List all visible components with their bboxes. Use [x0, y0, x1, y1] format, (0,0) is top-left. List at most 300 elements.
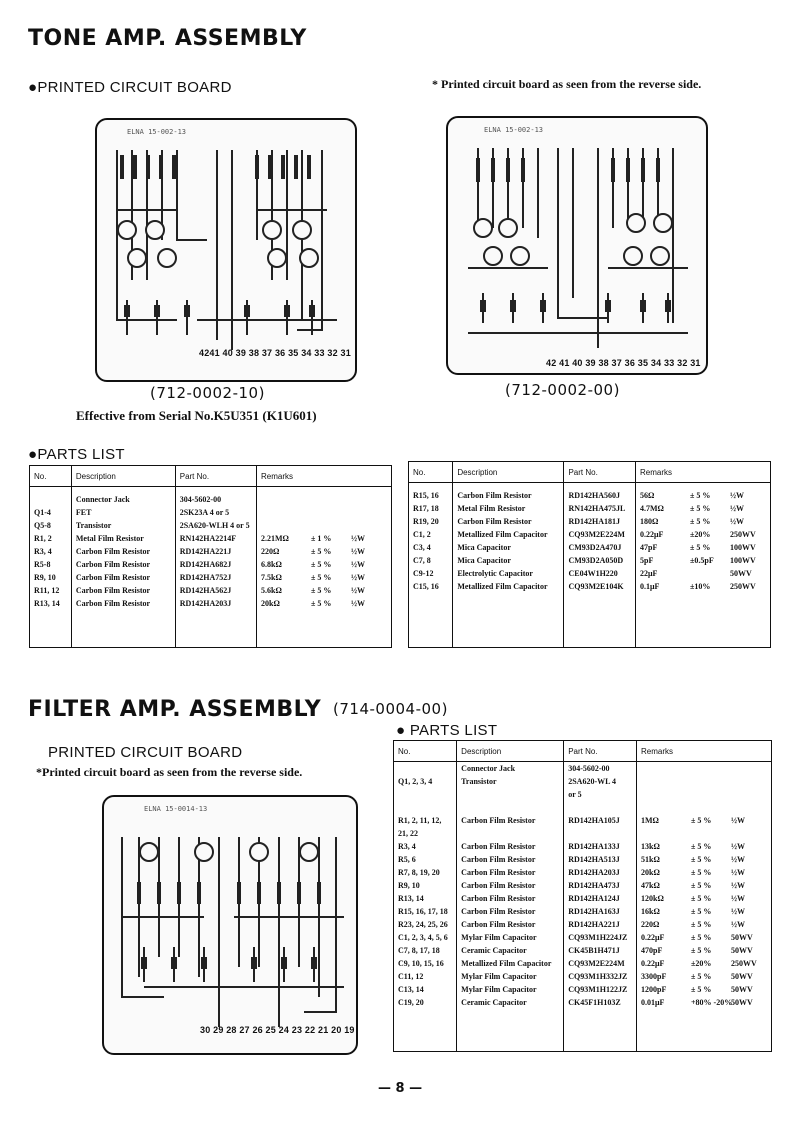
- cell-remarks: [636, 567, 771, 580]
- cell-remarks: [637, 788, 772, 801]
- remark-tolerance: ± 5 %: [691, 868, 712, 877]
- cell-remarks: [637, 970, 772, 983]
- remark-tolerance: ± 5 %: [691, 972, 712, 981]
- cell-remarks: [637, 931, 772, 944]
- remark-value: 0.22μF: [641, 933, 665, 942]
- tone-pcb-heading: ●PRINTED CIRCUIT BOARD: [28, 79, 232, 96]
- table-row: [30, 493, 392, 506]
- cell-no: R11, 12: [30, 584, 72, 597]
- remark-value: 0.01μF: [641, 998, 665, 1007]
- table-row: [394, 840, 772, 853]
- cell-no: R23, 24, 25, 26: [394, 918, 457, 931]
- remark-rating: 50WV: [730, 569, 752, 578]
- cell-part-no: CQ93M1H332JZ: [564, 970, 637, 983]
- remark-value: 47kΩ: [641, 881, 660, 890]
- cell-no: R3, 4: [394, 840, 457, 853]
- remark-tolerance: ± 5 %: [691, 907, 712, 916]
- cell-description: Carbon Film Resistor: [71, 558, 175, 571]
- cell-description: Metallized Film Capacitor: [453, 528, 564, 541]
- remark-value: 220Ω: [641, 920, 660, 929]
- remark-tolerance: ± 5 %: [691, 985, 712, 994]
- filter-pcb-heading: PRINTED CIRCUIT BOARD: [48, 744, 243, 761]
- remark-value: 20kΩ: [641, 868, 660, 877]
- table-row: [409, 567, 771, 580]
- tone-pcb-left: [95, 118, 357, 382]
- cell-no: C7, 8, 17, 18: [394, 944, 457, 957]
- filter-parts-heading: ● PARTS LIST: [396, 722, 498, 739]
- remark-tolerance: ± 5 %: [311, 560, 332, 569]
- remark-tolerance: ±0.5pF: [690, 556, 714, 565]
- table-row: [394, 814, 772, 827]
- remark-rating: ½W: [731, 907, 745, 916]
- remark-rating: ½W: [351, 547, 365, 556]
- remark-tolerance: ± 5 %: [690, 543, 711, 552]
- remark-rating: ½W: [731, 881, 745, 890]
- cell-no: C13, 14: [394, 983, 457, 996]
- table-row: [409, 554, 771, 567]
- remark-rating: ½W: [351, 586, 365, 595]
- table-row: [394, 775, 772, 788]
- cell-part-no: RD142HA203J: [564, 866, 637, 879]
- cell-description: Carbon Film Resistor: [457, 918, 564, 931]
- remark-rating: ½W: [731, 842, 745, 851]
- cell-description: Carbon Film Resistor: [453, 515, 564, 528]
- cell-part-no: RN142HA475JL: [564, 502, 636, 515]
- cell-part-no: [564, 827, 637, 840]
- remark-rating: ½W: [731, 894, 745, 903]
- cell-no: R19, 20: [409, 515, 453, 528]
- cell-no: Q5-8: [30, 519, 72, 532]
- cell-description: [457, 788, 564, 801]
- cell-description: Carbon Film Resistor: [457, 853, 564, 866]
- cell-part-no: RD142HA133J: [564, 840, 637, 853]
- cell-description: Metallized Film Capacitor: [453, 580, 564, 593]
- remark-value: 51kΩ: [641, 855, 660, 864]
- cell-description: FET: [71, 506, 175, 519]
- col-remarks: Remarks: [636, 462, 771, 483]
- cell-part-no: RD142HA221J: [564, 918, 637, 931]
- tone-parts-heading: ●PARTS LIST: [28, 446, 125, 463]
- cell-description: Carbon Film Resistor: [71, 584, 175, 597]
- remark-tolerance: ± 5 %: [691, 933, 712, 942]
- cell-no: C9-12: [409, 567, 453, 580]
- cell-remarks: [637, 814, 772, 827]
- remark-value: 0.22μF: [640, 530, 664, 539]
- remark-value: 0.22μF: [641, 959, 665, 968]
- cell-description: Carbon Film Resistor: [457, 866, 564, 879]
- remark-rating: ½W: [730, 504, 744, 513]
- remark-tolerance: ± 5 %: [691, 842, 712, 851]
- remark-rating: ½W: [730, 517, 744, 526]
- cell-part-no: CE04W1H220: [564, 567, 636, 580]
- cell-remarks: [257, 558, 392, 571]
- cell-description: Transistor: [71, 519, 175, 532]
- cell-remarks: [637, 944, 772, 957]
- remark-tolerance: ± 5 %: [690, 517, 711, 526]
- remark-tolerance: ± 5 %: [311, 599, 332, 608]
- cell-no: R13, 14: [394, 892, 457, 905]
- cell-remarks: [257, 532, 392, 545]
- cell-description: Metal Film Resistor: [453, 502, 564, 515]
- cell-remarks: [636, 502, 771, 515]
- cell-part-no: 2SA620-WLH 4 or 5: [175, 519, 256, 532]
- cell-part-no: [564, 801, 637, 814]
- cell-no: Q1, 2, 3, 4: [394, 775, 457, 788]
- remark-tolerance: ±20%: [691, 959, 712, 968]
- cell-remarks: [257, 506, 392, 519]
- filler-row: [30, 610, 392, 648]
- cell-no: [394, 788, 457, 801]
- remark-value: 120kΩ: [641, 894, 664, 903]
- cell-remarks: [637, 827, 772, 840]
- cell-part-no: 304-5602-00: [175, 493, 256, 506]
- cell-remarks: [637, 801, 772, 814]
- remark-rating: 50WV: [731, 972, 753, 981]
- tone-right-board-print: ELNA 15-002-13: [484, 126, 544, 134]
- cell-description: Ceramic Capacitor: [457, 996, 564, 1009]
- cell-part-no: RD142HA124J: [564, 892, 637, 905]
- table-row: [409, 580, 771, 593]
- tone-effective-serial: Effective from Serial No.K5U351 (K1U601): [76, 408, 317, 423]
- remark-tolerance: ± 1 %: [311, 534, 332, 543]
- cell-part-no: CQ93M1H224JZ: [564, 931, 637, 944]
- cell-remarks: [257, 571, 392, 584]
- col-description: Description: [457, 741, 564, 762]
- cell-description: [457, 801, 564, 814]
- cell-no: R5, 6: [394, 853, 457, 866]
- tone-parts-table-2: [408, 461, 771, 648]
- cell-description: Carbon Film Resistor: [453, 489, 564, 502]
- cell-description: Carbon Film Resistor: [71, 545, 175, 558]
- cell-part-no: RN142HA2214F: [175, 532, 256, 545]
- filter-pcb-traces: [104, 797, 356, 1053]
- remark-tolerance: ± 5 %: [311, 547, 332, 556]
- remark-rating: ½W: [731, 855, 745, 864]
- table-row: [394, 944, 772, 957]
- cell-description: Carbon Film Resistor: [457, 840, 564, 853]
- cell-remarks: [637, 996, 772, 1009]
- cell-part-no: RD142HA163J: [564, 905, 637, 918]
- table-row: [394, 957, 772, 970]
- tone-right-pin-numbers: 42 41 40 39 38 37 36 35 34 33 32 31: [546, 358, 701, 368]
- cell-part-no: CQ93M2E224M: [564, 957, 637, 970]
- cell-part-no: 304-5602-00: [564, 762, 637, 776]
- remark-tolerance: ± 5 %: [691, 920, 712, 929]
- col-no: No.: [30, 466, 72, 487]
- cell-description: Mica Capacitor: [453, 541, 564, 554]
- cell-remarks: [636, 489, 771, 502]
- cell-no: [394, 801, 457, 814]
- cell-no: R13, 14: [30, 597, 72, 610]
- cell-part-no: CK45F1H103Z: [564, 996, 637, 1009]
- remark-value: 5pF: [640, 556, 654, 565]
- cell-no: Q1-4: [30, 506, 72, 519]
- remark-rating: 250WV: [730, 582, 756, 591]
- tone-reverse-note: * Printed circuit board as seen from the reverse side.: [432, 77, 702, 91]
- cell-no: R9, 10: [30, 571, 72, 584]
- cell-remarks: [257, 597, 392, 610]
- cell-no: 21, 22: [394, 827, 457, 840]
- cell-remarks: [637, 905, 772, 918]
- cell-description: Carbon Film Resistor: [457, 879, 564, 892]
- cell-remarks: [637, 957, 772, 970]
- cell-no: C15, 16: [409, 580, 453, 593]
- remark-value: 0.1μF: [640, 582, 660, 591]
- col-remarks: Remarks: [637, 741, 772, 762]
- cell-remarks: [637, 892, 772, 905]
- remark-tolerance: ± 5 %: [690, 504, 711, 513]
- cell-no: [394, 762, 457, 776]
- remark-rating: 50WV: [731, 946, 753, 955]
- tone-left-board-print: ELNA 15-002-13: [127, 128, 187, 136]
- cell-description: Connector Jack: [457, 762, 564, 776]
- cell-no: [30, 493, 72, 506]
- tone-pcb-left-traces: [97, 120, 355, 380]
- cell-description: [457, 827, 564, 840]
- cell-description: Metal Film Resistor: [71, 532, 175, 545]
- filler-row: [409, 593, 771, 648]
- cell-remarks: [636, 554, 771, 567]
- remark-rating: ½W: [730, 491, 744, 500]
- remark-rating: 50WV: [731, 998, 753, 1007]
- col-description: Description: [453, 462, 564, 483]
- cell-part-no: RD142HA560J: [564, 489, 636, 502]
- table-row: [394, 918, 772, 931]
- cell-part-no: RD142HA682J: [175, 558, 256, 571]
- page-number: — 8 —: [378, 1081, 423, 1096]
- cell-no: R17, 18: [409, 502, 453, 515]
- filter-pcb: [102, 795, 358, 1055]
- cell-part-no: 2SK23A 4 or 5: [175, 506, 256, 519]
- remark-value: 1200pF: [641, 985, 667, 994]
- table-row: [409, 541, 771, 554]
- cell-remarks: [257, 519, 392, 532]
- col-no: No.: [394, 741, 457, 762]
- cell-description: Ceramic Capacitor: [457, 944, 564, 957]
- remark-tolerance: ± 5 %: [311, 586, 332, 595]
- remark-tolerance: ± 5 %: [691, 816, 712, 825]
- remark-value: 7.5kΩ: [261, 573, 282, 582]
- filter-reverse-note: *Printed circuit board as seen from the reverse side.: [36, 765, 303, 779]
- tone-left-partno: (712-0002-10): [150, 384, 265, 402]
- remark-value: 470pF: [641, 946, 663, 955]
- cell-part-no: RD142HA181J: [564, 515, 636, 528]
- cell-part-no: RD142HA105J: [564, 814, 637, 827]
- remark-value: 3300pF: [641, 972, 667, 981]
- cell-remarks: [636, 528, 771, 541]
- cell-part-no: CM93D2A470J: [564, 541, 636, 554]
- cell-part-no: RD142HA513J: [564, 853, 637, 866]
- remark-value: 5.6kΩ: [261, 586, 282, 595]
- table-row: [30, 506, 392, 519]
- table-row: [394, 827, 772, 840]
- cell-no: C19, 20: [394, 996, 457, 1009]
- col-no: No.: [409, 462, 453, 483]
- cell-part-no: 2SA620-WL 4: [564, 775, 637, 788]
- cell-remarks: [637, 918, 772, 931]
- table-row: [409, 502, 771, 515]
- remark-tolerance: ± 5 %: [690, 491, 711, 500]
- table-row: [394, 879, 772, 892]
- cell-remarks: [257, 584, 392, 597]
- remark-value: 220Ω: [261, 547, 280, 556]
- col-remarks: Remarks: [257, 466, 392, 487]
- table-row: [394, 905, 772, 918]
- cell-part-no: CQ93M2E224M: [564, 528, 636, 541]
- remark-tolerance: ± 5 %: [691, 855, 712, 864]
- cell-remarks: [637, 879, 772, 892]
- cell-description: Metallized Film Capacitor: [457, 957, 564, 970]
- col-part-no: Part No.: [175, 466, 256, 487]
- remark-value: 180Ω: [640, 517, 659, 526]
- remark-value: 1MΩ: [641, 816, 659, 825]
- col-part-no: Part No.: [564, 741, 637, 762]
- cell-remarks: [636, 580, 771, 593]
- remark-rating: ½W: [731, 816, 745, 825]
- cell-remarks: [636, 515, 771, 528]
- cell-no: C1, 2, 3, 4, 5, 6: [394, 931, 457, 944]
- table-row: [394, 801, 772, 814]
- cell-description: Mylar Film Capacitor: [457, 931, 564, 944]
- remark-value: 2.21MΩ: [261, 534, 289, 543]
- cell-part-no: CM93D2A050D: [564, 554, 636, 567]
- col-description: Description: [71, 466, 175, 487]
- table-row: [394, 931, 772, 944]
- cell-no: C3, 4: [409, 541, 453, 554]
- cell-remarks: [636, 541, 771, 554]
- table-row: [394, 866, 772, 879]
- cell-no: R5-8: [30, 558, 72, 571]
- remark-rating: ½W: [351, 573, 365, 582]
- filter-board-print: ELNA 15-0014-13: [144, 805, 208, 813]
- cell-remarks: [637, 853, 772, 866]
- filter-parts-table: [393, 740, 772, 1052]
- table-row: [30, 532, 392, 545]
- cell-description: Electrolytic Capacitor: [453, 567, 564, 580]
- remark-tolerance: +80% -20%: [691, 998, 733, 1007]
- remark-rating: 100WV: [730, 556, 756, 565]
- remark-value: 16kΩ: [641, 907, 660, 916]
- remark-value: 20kΩ: [261, 599, 280, 608]
- remark-tolerance: ± 5 %: [691, 894, 712, 903]
- cell-part-no: CQ93M2E104K: [564, 580, 636, 593]
- cell-part-no: CK45B1H471J: [564, 944, 637, 957]
- remark-value: 47pF: [640, 543, 658, 552]
- table-row: [394, 996, 772, 1009]
- filter-amp-partno: (714-0004-00): [333, 700, 448, 718]
- cell-part-no: RD142HA221J: [175, 545, 256, 558]
- remark-rating: ½W: [731, 920, 745, 929]
- cell-part-no: CQ93M1H122JZ: [564, 983, 637, 996]
- table-row: [30, 558, 392, 571]
- table-row: [409, 515, 771, 528]
- cell-no: R15, 16: [409, 489, 453, 502]
- table-row: [394, 853, 772, 866]
- cell-part-no: RD142HA752J: [175, 571, 256, 584]
- tone-amp-title: TONE AMP. ASSEMBLY: [28, 26, 307, 51]
- remark-tolerance: ± 5 %: [691, 881, 712, 890]
- remark-rating: 250WV: [730, 530, 756, 539]
- cell-description: Transistor: [457, 775, 564, 788]
- cell-no: C9, 10, 15, 16: [394, 957, 457, 970]
- table-row: [30, 519, 392, 532]
- cell-no: C7, 8: [409, 554, 453, 567]
- table-row: [394, 892, 772, 905]
- cell-remarks: [637, 775, 772, 788]
- table-row: [30, 571, 392, 584]
- cell-description: Mica Capacitor: [453, 554, 564, 567]
- filter-amp-title: FILTER AMP. ASSEMBLY: [28, 697, 322, 722]
- cell-part-no: or 5: [564, 788, 637, 801]
- table-row: [409, 528, 771, 541]
- cell-description: Carbon Film Resistor: [457, 892, 564, 905]
- cell-no: R7, 8, 19, 20: [394, 866, 457, 879]
- cell-description: Connector Jack: [71, 493, 175, 506]
- cell-part-no: RD142HA203J: [175, 597, 256, 610]
- col-part-no: Part No.: [564, 462, 636, 483]
- cell-no: R9, 10: [394, 879, 457, 892]
- remark-rating: ½W: [351, 560, 365, 569]
- table-row: [394, 762, 772, 776]
- cell-description: Carbon Film Resistor: [457, 814, 564, 827]
- cell-description: Mylar Film Capacitor: [457, 970, 564, 983]
- cell-no: R1, 2, 11, 12,: [394, 814, 457, 827]
- cell-remarks: [637, 762, 772, 776]
- remark-tolerance: ±10%: [690, 582, 711, 591]
- remark-rating: 50WV: [731, 985, 753, 994]
- cell-part-no: RD142HA473J: [564, 879, 637, 892]
- remark-rating: ½W: [731, 868, 745, 877]
- cell-part-no: RD142HA562J: [175, 584, 256, 597]
- cell-remarks: [637, 866, 772, 879]
- cell-description: Carbon Film Resistor: [457, 905, 564, 918]
- cell-remarks: [257, 493, 392, 506]
- cell-description: Carbon Film Resistor: [71, 571, 175, 584]
- remark-value: 56Ω: [640, 491, 655, 500]
- remark-tolerance: ± 5 %: [691, 946, 712, 955]
- remark-rating: 250WV: [731, 959, 757, 968]
- cell-no: C11, 12: [394, 970, 457, 983]
- tone-pcb-right: [446, 116, 708, 375]
- tone-left-pin-numbers: 4241 40 39 38 37 36 35 34 33 32 31: [199, 348, 351, 358]
- table-row: [30, 584, 392, 597]
- table-row: [394, 983, 772, 996]
- remark-rating: ½W: [351, 599, 365, 608]
- remark-tolerance: ± 5 %: [311, 573, 332, 582]
- table-row: [394, 788, 772, 801]
- remark-rating: 50WV: [731, 933, 753, 942]
- tone-parts-table-1: [29, 465, 392, 648]
- cell-remarks: [257, 545, 392, 558]
- remark-rating: ½W: [351, 534, 365, 543]
- table-row: [30, 597, 392, 610]
- cell-no: R1, 2: [30, 532, 72, 545]
- table-row: [409, 489, 771, 502]
- table-row: [394, 970, 772, 983]
- cell-description: Carbon Film Resistor: [71, 597, 175, 610]
- cell-remarks: [637, 983, 772, 996]
- filter-pin-numbers: 30 29 28 27 26 25 24 23 22 21 20 19: [200, 1025, 355, 1035]
- remark-value: 4.7MΩ: [640, 504, 664, 513]
- cell-no: R3, 4: [30, 545, 72, 558]
- tone-pcb-right-traces: [448, 118, 706, 373]
- cell-no: C1, 2: [409, 528, 453, 541]
- remark-rating: 100WV: [730, 543, 756, 552]
- table-row: [30, 545, 392, 558]
- remark-value: 22μF: [640, 569, 658, 578]
- filler-row: [394, 1009, 772, 1052]
- remark-value: 6.8kΩ: [261, 560, 282, 569]
